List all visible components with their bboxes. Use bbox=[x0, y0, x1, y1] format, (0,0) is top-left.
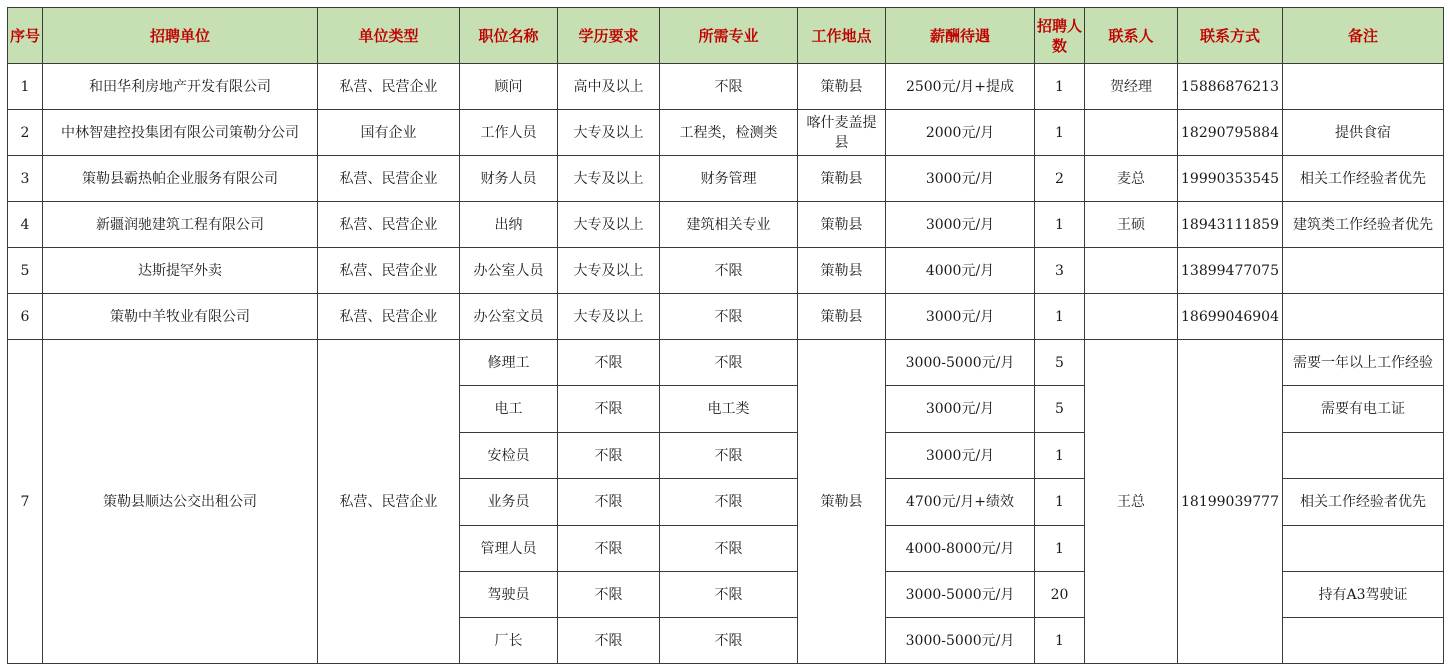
cell-education: 不限 bbox=[558, 433, 660, 479]
recruitment-table bbox=[7, 7, 1444, 664]
cell-major: 不限 bbox=[660, 64, 798, 110]
cell-seq: 3 bbox=[8, 156, 43, 202]
cell-phone: 13899477075 bbox=[1178, 248, 1283, 294]
cell-seq: 2 bbox=[8, 110, 43, 156]
header-notes: 备注 bbox=[1283, 8, 1444, 64]
cell-major: 不限 bbox=[660, 618, 798, 664]
table-row bbox=[8, 64, 1444, 110]
cell-location: 喀什麦盖提县 bbox=[798, 110, 886, 156]
cell-notes bbox=[1283, 248, 1444, 294]
header-type: 单位类型 bbox=[318, 8, 460, 64]
cell-notes bbox=[1283, 433, 1444, 479]
cell-phone: 15886876213 bbox=[1178, 64, 1283, 110]
cell-position: 办公室文员 bbox=[460, 294, 558, 340]
cell-count: 20 bbox=[1035, 572, 1085, 618]
cell-count: 1 bbox=[1035, 433, 1085, 479]
cell-education: 不限 bbox=[558, 479, 660, 526]
cell-contact bbox=[1085, 248, 1178, 294]
cell-notes: 提供食宿 bbox=[1283, 110, 1444, 156]
cell-phone: 19990353545 bbox=[1178, 156, 1283, 202]
header-location: 工作地点 bbox=[798, 8, 886, 64]
cell-notes bbox=[1283, 618, 1444, 664]
cell-company: 中林智建控投集团有限公司策勒分公司 bbox=[43, 110, 318, 156]
cell-major: 电工类 bbox=[660, 386, 798, 433]
cell-major: 工程类，检测类 bbox=[660, 110, 798, 156]
cell-type: 私营、民营企业 bbox=[318, 202, 460, 248]
cell-notes bbox=[1283, 526, 1444, 572]
cell-education: 大专及以上 bbox=[558, 294, 660, 340]
cell-count: 1 bbox=[1035, 618, 1085, 664]
cell-major: 不限 bbox=[660, 433, 798, 479]
cell-salary: 4000-8000元/月 bbox=[886, 526, 1035, 572]
cell-count: 1 bbox=[1035, 202, 1085, 248]
cell-type: 私营、民营企业 bbox=[318, 340, 460, 664]
cell-education: 不限 bbox=[558, 526, 660, 572]
cell-location: 策勒县 bbox=[798, 64, 886, 110]
cell-position: 业务员 bbox=[460, 479, 558, 526]
cell-type: 私营、民营企业 bbox=[318, 64, 460, 110]
cell-notes bbox=[1283, 64, 1444, 110]
header-contact: 联系人 bbox=[1085, 8, 1178, 64]
cell-count: 5 bbox=[1035, 340, 1085, 386]
cell-location: 策勒县 bbox=[798, 340, 886, 664]
cell-salary: 4700元/月+绩效 bbox=[886, 479, 1035, 526]
cell-notes bbox=[1283, 294, 1444, 340]
cell-salary: 2500元/月+提成 bbox=[886, 64, 1035, 110]
cell-phone: 18699046904 bbox=[1178, 294, 1283, 340]
cell-position: 财务人员 bbox=[460, 156, 558, 202]
cell-company: 达斯提罕外卖 bbox=[43, 248, 318, 294]
cell-seq: 6 bbox=[8, 294, 43, 340]
cell-count: 3 bbox=[1035, 248, 1085, 294]
table-row bbox=[8, 340, 1444, 386]
cell-count: 1 bbox=[1035, 110, 1085, 156]
cell-seq: 5 bbox=[8, 248, 43, 294]
cell-contact: 王总 bbox=[1085, 340, 1178, 664]
header-phone: 联系方式 bbox=[1178, 8, 1283, 64]
header-salary: 薪酬待遇 bbox=[886, 8, 1035, 64]
cell-education: 不限 bbox=[558, 340, 660, 386]
cell-salary: 3000-5000元/月 bbox=[886, 618, 1035, 664]
cell-notes: 需要一年以上工作经验 bbox=[1283, 340, 1444, 386]
cell-salary: 3000元/月 bbox=[886, 202, 1035, 248]
table-row bbox=[8, 202, 1444, 248]
cell-count: 2 bbox=[1035, 156, 1085, 202]
cell-education: 不限 bbox=[558, 618, 660, 664]
cell-position: 工作人员 bbox=[460, 110, 558, 156]
cell-major: 不限 bbox=[660, 294, 798, 340]
cell-notes: 需要有电工证 bbox=[1283, 386, 1444, 433]
cell-major: 不限 bbox=[660, 479, 798, 526]
cell-position: 厂长 bbox=[460, 618, 558, 664]
cell-location: 策勒县 bbox=[798, 156, 886, 202]
cell-count: 1 bbox=[1035, 526, 1085, 572]
cell-major: 不限 bbox=[660, 572, 798, 618]
cell-contact bbox=[1085, 294, 1178, 340]
cell-position: 修理工 bbox=[460, 340, 558, 386]
cell-company: 策勒中羊牧业有限公司 bbox=[43, 294, 318, 340]
cell-education: 大专及以上 bbox=[558, 156, 660, 202]
cell-major: 不限 bbox=[660, 248, 798, 294]
cell-contact: 贺经理 bbox=[1085, 64, 1178, 110]
cell-major: 不限 bbox=[660, 340, 798, 386]
cell-education: 高中及以上 bbox=[558, 64, 660, 110]
header-count: 招聘人数 bbox=[1035, 8, 1085, 64]
cell-education: 大专及以上 bbox=[558, 202, 660, 248]
cell-location: 策勒县 bbox=[798, 202, 886, 248]
cell-education: 不限 bbox=[558, 386, 660, 433]
cell-company: 新疆润驰建筑工程有限公司 bbox=[43, 202, 318, 248]
table-row bbox=[8, 110, 1444, 156]
cell-position: 电工 bbox=[460, 386, 558, 433]
cell-education: 大专及以上 bbox=[558, 248, 660, 294]
table-row bbox=[8, 156, 1444, 202]
cell-major: 不限 bbox=[660, 526, 798, 572]
cell-count: 1 bbox=[1035, 64, 1085, 110]
recruitment-table-container bbox=[7, 7, 1443, 665]
cell-type: 私营、民营企业 bbox=[318, 156, 460, 202]
table-row bbox=[8, 248, 1444, 294]
table-row bbox=[8, 294, 1444, 340]
cell-phone: 18943111859 bbox=[1178, 202, 1283, 248]
header-major: 所需专业 bbox=[660, 8, 798, 64]
cell-type: 私营、民营企业 bbox=[318, 248, 460, 294]
cell-contact bbox=[1085, 110, 1178, 156]
cell-notes: 持有A3驾驶证 bbox=[1283, 572, 1444, 618]
cell-type: 私营、民营企业 bbox=[318, 294, 460, 340]
cell-seq: 7 bbox=[8, 340, 43, 664]
cell-company: 策勒县顺达公交出租公司 bbox=[43, 340, 318, 664]
cell-contact: 麦总 bbox=[1085, 156, 1178, 202]
cell-position: 安检员 bbox=[460, 433, 558, 479]
cell-phone: 18290795884 bbox=[1178, 110, 1283, 156]
cell-seq: 4 bbox=[8, 202, 43, 248]
cell-major: 建筑相关专业 bbox=[660, 202, 798, 248]
cell-seq: 1 bbox=[8, 64, 43, 110]
header-position: 职位名称 bbox=[460, 8, 558, 64]
cell-position: 顾问 bbox=[460, 64, 558, 110]
cell-position: 管理人员 bbox=[460, 526, 558, 572]
cell-location: 策勒县 bbox=[798, 294, 886, 340]
cell-salary: 3000-5000元/月 bbox=[886, 572, 1035, 618]
cell-salary: 2000元/月 bbox=[886, 110, 1035, 156]
cell-location: 策勒县 bbox=[798, 248, 886, 294]
header-seq: 序号 bbox=[8, 8, 43, 64]
cell-count: 1 bbox=[1035, 294, 1085, 340]
cell-position: 出纳 bbox=[460, 202, 558, 248]
cell-salary: 3000-5000元/月 bbox=[886, 340, 1035, 386]
cell-education: 大专及以上 bbox=[558, 110, 660, 156]
cell-count: 1 bbox=[1035, 479, 1085, 526]
cell-position: 办公室人员 bbox=[460, 248, 558, 294]
cell-notes: 建筑类工作经验者优先 bbox=[1283, 202, 1444, 248]
cell-salary: 3000元/月 bbox=[886, 294, 1035, 340]
cell-notes: 相关工作经验者优先 bbox=[1283, 479, 1444, 526]
cell-company: 和田华利房地产开发有限公司 bbox=[43, 64, 318, 110]
cell-contact: 王硕 bbox=[1085, 202, 1178, 248]
cell-phone: 18199039777 bbox=[1178, 340, 1283, 664]
cell-salary: 4000元/月 bbox=[886, 248, 1035, 294]
cell-salary: 3000元/月 bbox=[886, 386, 1035, 433]
cell-count: 5 bbox=[1035, 386, 1085, 433]
cell-type: 国有企业 bbox=[318, 110, 460, 156]
table-header-row bbox=[8, 8, 1444, 64]
cell-position: 驾驶员 bbox=[460, 572, 558, 618]
cell-notes: 相关工作经验者优先 bbox=[1283, 156, 1444, 202]
cell-company: 策勒县霸热帕企业服务有限公司 bbox=[43, 156, 318, 202]
cell-salary: 3000元/月 bbox=[886, 156, 1035, 202]
header-education: 学历要求 bbox=[558, 8, 660, 64]
cell-major: 财务管理 bbox=[660, 156, 798, 202]
cell-salary: 3000元/月 bbox=[886, 433, 1035, 479]
cell-education: 不限 bbox=[558, 572, 660, 618]
header-company: 招聘单位 bbox=[43, 8, 318, 64]
